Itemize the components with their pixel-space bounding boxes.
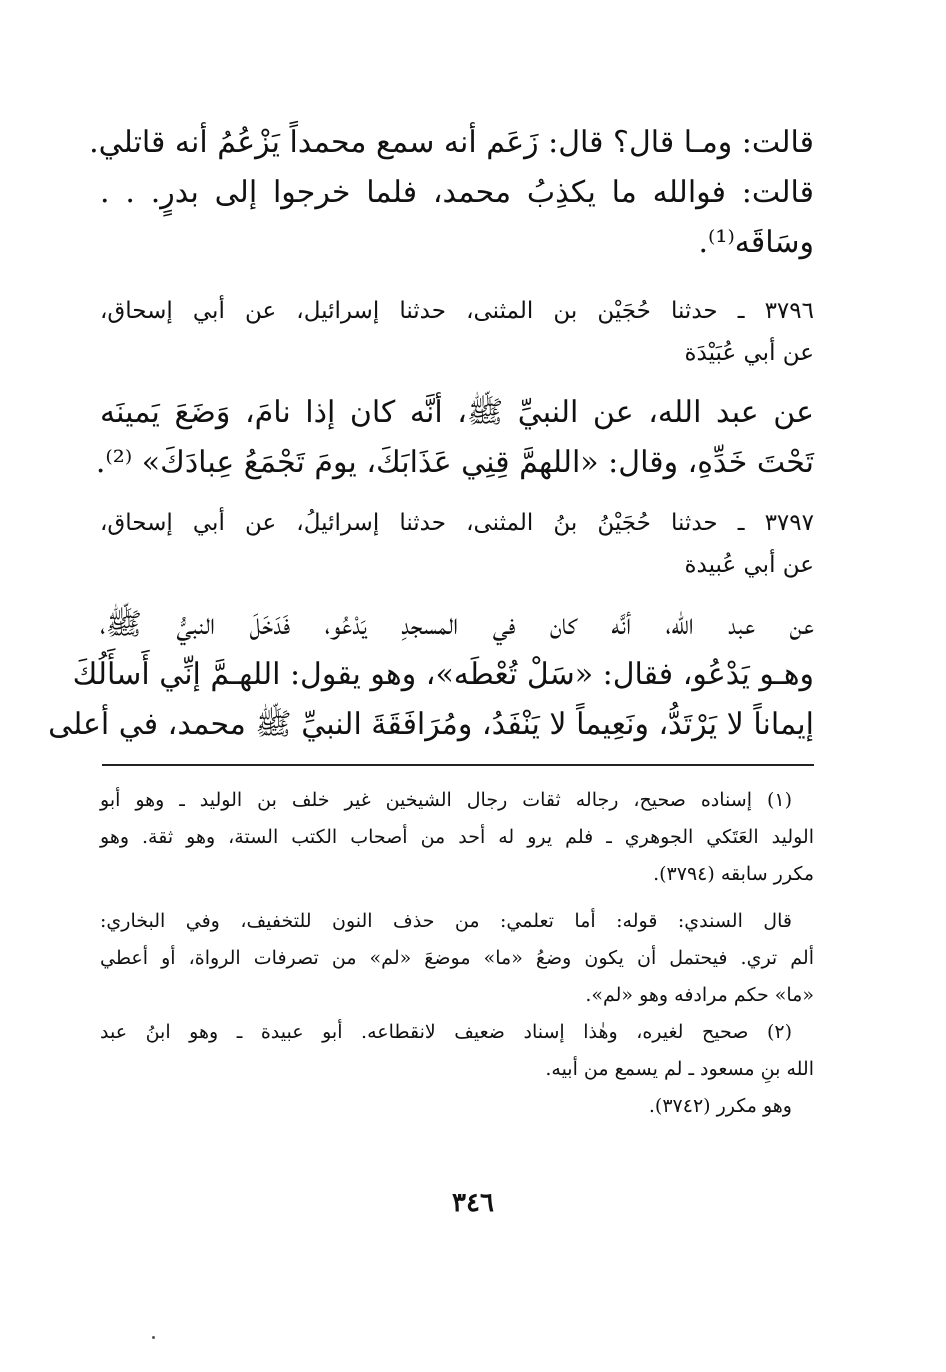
hadith-isnad: [100, 290, 814, 374]
footnote-line: الله بنِ مسعود ـ لم يسمع من أبيه.: [545, 1058, 814, 1080]
footnote-line: مكرر سابقه (٣٧٩٤).: [653, 863, 814, 885]
page-number: ٣٤٦: [452, 1188, 494, 1218]
book-page: [48, 118, 814, 1125]
text-line: وسَاقَه⁽¹⁾.: [698, 225, 814, 260]
text-line: قالت: فوالله ما يكذِبُ محمد، فلما خرجوا إلى بدرٍ. . .: [100, 175, 814, 210]
footnote-line: وهو مكرر (٣٧٤٢).: [648, 1095, 792, 1117]
hadith-matn: [48, 600, 814, 750]
footnote-line: الوليد العَتَكي الجوهري ـ فلم يرو له أحد من أصحاب الكتب الستة، وهو ثقة. وهو: [100, 826, 814, 848]
hadith-isnad: [100, 502, 814, 586]
isnad-line: ٣٧٩٦ ـ حدثنا حُجَيْن بن المثنى، حدثنا إسرائيل، عن أبي إسحاق،: [100, 298, 814, 324]
text-line: تَحْتَ خَدِّهِ، وقال: «اللهمَّ قِنِي عَذَابَكَ، يومَ تَجْمَعُ عِبادَكَ» ⁽²⁾.: [95, 445, 814, 480]
footnote-divider: [102, 764, 814, 766]
footnote-line: «ما» حكم مرادفه وهو «لم».: [585, 984, 814, 1006]
text-line: قالت: ومـا قال؟ قال: زَعَم أنه سمع محمداً يَزْعُمُ أنه قاتلي.: [89, 125, 814, 160]
isnad-line: عن أبي عُبيدة: [684, 552, 814, 578]
text-line: إيماناً لا يَرْتَدُّ، ونَعِيماً لا يَنْفَدُ، ومُرَافَقَةَ النبيِّ ﷺ محمد، في أعلى: [48, 707, 814, 742]
footnotes: [100, 782, 814, 1125]
hadith-3796: [95, 290, 814, 488]
text-line: عن عبد الله، عن النبيِّ ﷺ، أنَّه كان إذا نامَ، وَضَعَ يَمينَه: [100, 395, 814, 430]
footnote-1: [100, 782, 814, 893]
footnote-line: (١) إسناده صحيح، رجاله ثقات رجال الشيخين غير خلف بن الوليد ـ وهو أبو: [100, 789, 792, 811]
isnad-line: ٣٧٩٧ ـ حدثنا حُجَيْنُ بنُ المثنى، حدثنا إسرائيلُ، عن أبي إسحاق،: [100, 510, 814, 536]
footnote-sindi: [100, 903, 814, 1014]
scan-speck: [152, 1336, 155, 1339]
main-text-top: [89, 118, 814, 268]
text-line: وهـو يَدْعُو، فقال: «سَلْ تُعْطَه»، وهو يقول: اللهـمَّ إنِّي أَسأَلُكَ: [72, 657, 814, 692]
hadith-matn: [95, 388, 814, 488]
footnote-line: (٢) صحيح لغيره، وهٰذا إسناد ضعيف لانقطاعه. أبو عبيدة ـ وهو ابنُ عبد: [100, 1021, 792, 1043]
footnote-line: ألم تري. فيحتمل أن يكون وضعُ «ما» موضعَ «لم» من تصرفات الرواة، أو أعطي: [100, 947, 814, 969]
isnad-line: عن أبي عُبَيْدَة: [684, 340, 814, 366]
footnote-2: [100, 1014, 814, 1125]
footnote-line: قال السندي: قوله: أما تعلمي: من حذف النون للتخفيف، وفي البخاري:: [100, 910, 792, 932]
hadith-3797: [48, 502, 814, 750]
text-line: عن عبد الله، أنَّه كان في المسجدِ يَدْعُو، فَدَخَلَ النبيُّ ﷺ،: [100, 607, 814, 642]
